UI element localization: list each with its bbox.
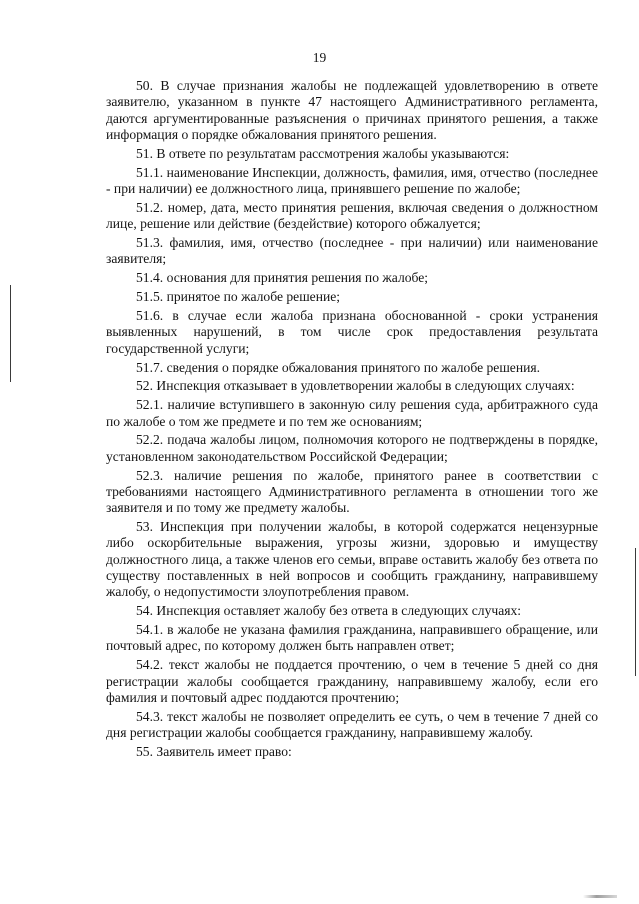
paragraph-53: 53. Инспекция при получении жалобы, в которой содержатся нецензурные либо оскорбительные выражения, угрозы жизни, здоровью и имуществу должностного лица, а также членов его семьи, вправе оставить жалобу без ответа по существу поставленных в ней вопросов и сообщить гражданину, направившему жалобу, о недопустимости злоупотребления правом. bbox=[106, 519, 598, 600]
paragraph-51-2: 51.2. номер, дата, место принятия решения, включая сведения о должностном лице, решение или действие (бездействие) которого обжалуется; bbox=[106, 199, 598, 232]
paragraph-54-2: 54.2. текст жалобы не поддается прочтению, о чем в течение 5 дней со дня регистрации жалобы сообщается гражданину, направившему жалобу, если его фамилия и почтовый адрес поддаются прочтению; bbox=[106, 657, 598, 705]
paragraph-55: 55. Заявитель имеет право: bbox=[136, 743, 292, 759]
paragraph-51: 51. В ответе по результатам рассмотрения жалобы указываются: bbox=[136, 145, 510, 161]
paragraph-51-4: 51.4. основания для принятия решения по жалобе; bbox=[136, 270, 429, 286]
paragraph-50: 50. В случае признания жалобы не подлежащей удовлетворению в ответе заявителю, указанном в пункте 47 настоящего Административного регламента, даются аргументированные разъяснения о причинах принятого решения, а также информация о порядке обжалования принятого решения. bbox=[106, 78, 598, 142]
left-margin-scan-line bbox=[10, 285, 11, 382]
paragraph-54-3: 54.3. текст жалобы не позволяет определить ее суть, о чем в течение 7 дней со дня регистрации жалобы сообщается гражданину, направившему жалобу. bbox=[106, 708, 598, 741]
paragraph-51-7: 51.7. сведения о порядке обжалования принятого по жалобе решения. bbox=[136, 359, 541, 375]
paragraph-52-3: 52.3. наличие решения по жалобе, принятого ранее в соответствии с требованиями настоящего Административного регламента в отношении того же заявителя и по тому же предмету жалобы. bbox=[106, 467, 598, 516]
paragraph-51-5: 51.5. принятое по жалобе решение; bbox=[136, 289, 341, 305]
document-body bbox=[106, 78, 598, 763]
paragraph-52-2: 52.2. подача жалобы лицом, полномочия которого не подтверждены в порядке, установленном законодательством Российской Федерации; bbox=[106, 432, 598, 464]
scan-smudge bbox=[583, 895, 617, 898]
paragraph-51-3: 51.3. фамилия, имя, отчество (последнее - при наличии) или наименование заявителя; bbox=[106, 235, 598, 267]
paragraph-52: 52. Инспекция отказывает в удовлетворении жалобы в следующих случаях: bbox=[136, 378, 575, 394]
right-margin-scan-line bbox=[635, 548, 636, 676]
paragraph-54: 54. Инспекция оставляет жалобу без ответа в следующих случаях: bbox=[136, 603, 522, 619]
paragraph-51-1: 51.1. наименование Инспекции, должность, фамилия, имя, отчество (последнее - при наличии) ее должностного лица, принявшего решение по жалобе; bbox=[106, 164, 598, 196]
paragraph-54-1: 54.1. в жалобе не указана фамилия гражданина, направившего обращение, или почтовый адрес, по которому должен быть направлен ответ; bbox=[106, 622, 598, 654]
paragraph-52-1: 52.1. наличие вступившего в законную силу решения суда, арбитражного суда по жалобе о том же предмете и по тем же основаниям; bbox=[106, 397, 598, 429]
page-number: 19 bbox=[312, 50, 327, 65]
paragraph-51-6: 51.6. в случае если жалоба признана обоснованной - сроки устранения выявленных нарушений, в том числе срок предоставления результата государственной услуги; bbox=[106, 308, 598, 356]
